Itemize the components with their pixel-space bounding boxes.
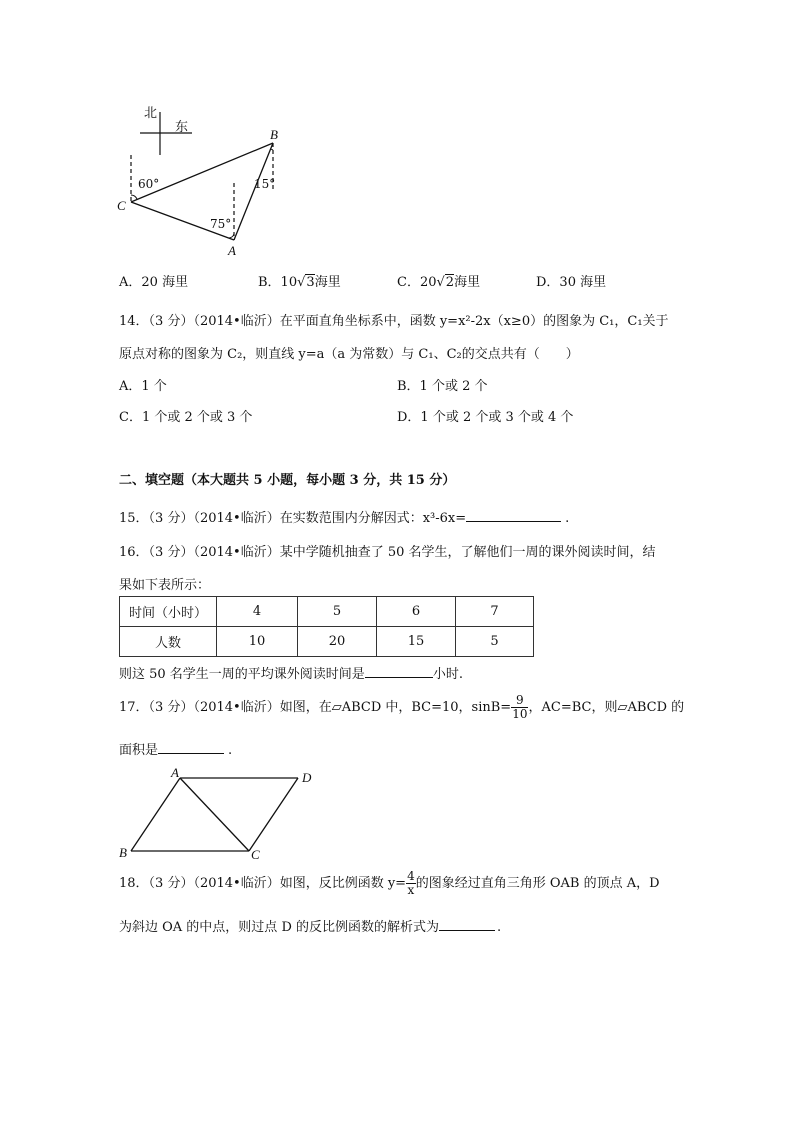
q18-line2-end: . [497, 920, 502, 935]
q16-after-prefix: 则这 50 名学生一周的平均课外阅读时间是 [119, 667, 365, 682]
q13-option-c-suffix: 海里 [454, 275, 481, 290]
q18-fraction [406, 870, 416, 897]
q17-line2-prefix: 面积是 [119, 743, 159, 758]
q18-line2 [119, 916, 501, 935]
q13-option-c-radicand: 2 [445, 275, 455, 290]
side-cb [131, 143, 276, 202]
q13-option-b[interactable]: B．10√3海里 [258, 275, 341, 290]
q14-option-a[interactable]: A．1 个 [119, 379, 167, 394]
q18-answer-blank[interactable] [439, 930, 495, 931]
q17-fraction [511, 694, 528, 721]
q17-prefix: 17．（3 分）（2014•临沂）如图，在▱ABCD 中，BC=10，sinB= [119, 700, 512, 715]
point-d-label: D [302, 770, 312, 785]
q17-answer-blank[interactable] [158, 753, 224, 754]
q15-end: . [565, 511, 570, 526]
angle-arc-b [271, 149, 273, 150]
q14-option-d[interactable]: D．1 个或 2 个或 3 个或 4 个 [397, 410, 574, 425]
q14-option-b[interactable]: B．1 个或 2 个 [397, 379, 488, 394]
q13-option-b-prefix: B．10 [258, 275, 298, 290]
side-dc [249, 778, 298, 851]
table-cell: 5 [298, 597, 377, 627]
table-row [120, 627, 534, 657]
point-c-label: C [251, 847, 260, 862]
q16-after-suffix: 小时. [432, 667, 463, 682]
q13-option-c[interactable]: C．20√2海里 [397, 275, 481, 290]
point-a-label: A [171, 765, 179, 780]
angle-a-label: 75° [210, 217, 232, 231]
q18-suffix: 的图象经过直角三角形 OAB 的顶点 A，D [415, 876, 660, 891]
point-b-label: B [119, 845, 127, 860]
table-cell: 人数 [120, 627, 217, 657]
figure-13-navigation [0, 0, 794, 270]
q15-answer-blank[interactable] [466, 521, 561, 522]
table-cell: 4 [217, 597, 298, 627]
table-cell: 6 [377, 597, 456, 627]
q14-line1: 14．（3 分）（2014•临沂）在平面直角坐标系中，函数 y=x²-2x（x≥0）的图象为 C₁，C₁关于 [119, 314, 669, 329]
q16-answer-blank[interactable] [365, 677, 433, 678]
table-cell: 10 [217, 627, 298, 657]
point-c-label: C [117, 198, 126, 213]
q17-fraction-num: 9 [511, 694, 528, 708]
q16-line2: 果如下表所示： [119, 578, 211, 593]
point-a-label: A [228, 243, 236, 258]
q18-fraction-num: 4 [407, 869, 415, 883]
angle-b-label: 15° [254, 177, 276, 191]
q14-line2: 原点对称的图象为 C₂，则直线 y=a（a 为常数）与 C₁、C₂的交点共有（ ） [119, 347, 579, 362]
table-cell: 时间（小时） [120, 597, 217, 627]
q18-line1 [119, 868, 660, 900]
angle-arc-c [131, 195, 137, 199]
angle-arc-a [229, 234, 234, 238]
table-cell: 7 [456, 597, 534, 627]
q13-option-b-radicand: 3 [306, 275, 315, 290]
side-ab [131, 778, 180, 851]
q16-line1: 16．（3 分）（2014•临沂）某中学随机抽查了 50 名学生，了解他们一周的课外阅读时间，结 [119, 545, 656, 560]
q13-option-d[interactable]: D．30 海里 [536, 275, 607, 290]
q13-option-a[interactable]: A．20 海里 [119, 275, 189, 290]
q13-option-b-suffix: 海里 [314, 275, 341, 290]
diagonal-ac [180, 778, 249, 851]
q17-fraction-den: 10 [512, 707, 528, 721]
q15-question: 15．（3 分）（2014•临沂）在实数范围内分解因式：x³-6x= [119, 511, 467, 526]
angle-c-label: 60° [138, 177, 160, 191]
east-label: 东 [175, 120, 189, 135]
table-cell: 5 [456, 627, 534, 657]
q18-prefix: 18．（3 分）（2014•临沂）如图，反比例函数 y= [119, 876, 407, 891]
q16-after-table [119, 663, 463, 682]
q17-line2-end: . [228, 743, 233, 758]
q15-text [119, 507, 569, 526]
table-cell: 20 [298, 627, 377, 657]
north-label: 北 [144, 106, 158, 121]
q17-suffix: ，AC=BC，则▱ABCD 的 [528, 700, 685, 715]
side-ab [234, 143, 276, 240]
q14-option-c[interactable]: C．1 个或 2 个或 3 个 [119, 410, 253, 425]
point-b-label: B [270, 127, 278, 142]
q18-line2-prefix: 为斜边 OA 的中点，则过点 D 的反比例函数的解析式为 [119, 920, 439, 935]
q17-line2 [119, 739, 232, 758]
table-header-row [120, 597, 534, 627]
table-cell: 15 [377, 627, 456, 657]
q17-line1 [119, 692, 684, 724]
q18-fraction-den: x [407, 883, 415, 897]
section-2-title: 二、填空题（本大题共 5 小题，每小题 3 分，共 15 分） [119, 473, 456, 488]
reading-time-table [119, 596, 534, 657]
q13-option-c-prefix: C．20 [397, 275, 437, 290]
